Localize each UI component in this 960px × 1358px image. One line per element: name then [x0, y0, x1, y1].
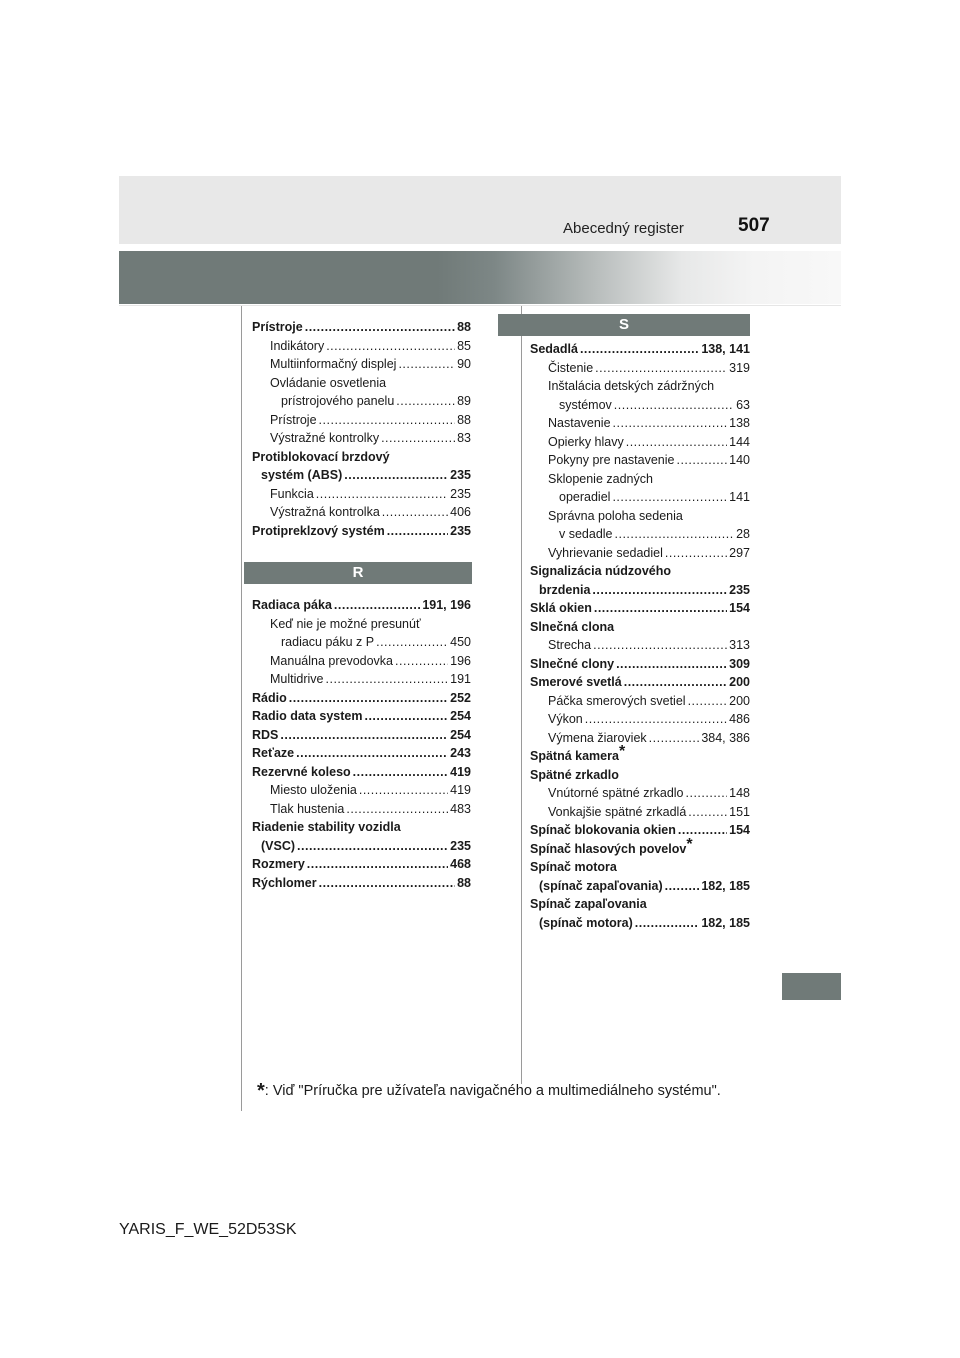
index-entry — [530, 581, 750, 600]
column-divider — [521, 306, 522, 1084]
index-entry-page[interactable]: 148 — [729, 786, 750, 800]
footnote — [257, 1080, 721, 1103]
index-entry-page[interactable]: 90 — [457, 357, 471, 371]
dot-leader — [676, 451, 727, 470]
index-entry-text: Reťaze — [252, 746, 295, 760]
index-entry — [252, 744, 471, 763]
index-entry — [252, 689, 471, 708]
dot-leader — [593, 636, 727, 655]
index-entry — [252, 411, 471, 430]
index-entry-text: radiacu páku z P — [281, 635, 375, 649]
index-entry — [530, 396, 750, 415]
gradient-band — [119, 251, 841, 304]
index-entry — [530, 729, 750, 748]
index-entry-text: (VSC) — [261, 838, 296, 853]
index-entry — [530, 692, 750, 711]
index-entry-page[interactable]: 235 — [450, 486, 471, 501]
index-entry-text: v sedadle — [559, 527, 613, 541]
index-entry-page[interactable]: 138 — [729, 416, 750, 430]
header-band — [119, 176, 841, 244]
dot-leader — [319, 411, 456, 430]
index-entry-text: Ovládanie osvetlenia — [270, 375, 387, 390]
dot-leader — [595, 359, 727, 378]
index-entry-page[interactable]: 406 — [450, 505, 471, 519]
index-entry — [530, 895, 750, 914]
dot-leader — [616, 655, 727, 674]
index-entry — [530, 766, 750, 785]
dot-leader — [626, 433, 727, 452]
index-entry-text: Výmena žiaroviek — [548, 730, 647, 745]
index-entry-page[interactable]: 89 — [457, 394, 471, 408]
index-entry — [530, 636, 750, 655]
dot-leader — [305, 318, 455, 337]
dot-leader — [280, 726, 448, 745]
index-entry — [530, 507, 750, 526]
index-entry — [252, 837, 471, 856]
index-entry-text: Riadenie stability vozidla — [252, 820, 401, 834]
index-entry-text: Vonkajšie spätné zrkadlá — [548, 804, 687, 819]
index-entry-page[interactable]: 196 — [450, 653, 471, 668]
section-header-r: R — [244, 562, 472, 584]
index-entry-text: Signalizácia núdzového — [530, 564, 671, 578]
index-entry-text: Spínač motora — [530, 860, 617, 874]
dot-leader — [612, 488, 727, 507]
index-entry-text: Sklá okien — [530, 601, 592, 615]
dot-leader — [613, 414, 728, 433]
dot-leader — [316, 485, 448, 504]
page-number: 507 — [738, 215, 770, 236]
page-title: Abecedný register — [563, 220, 684, 237]
index-entry — [530, 599, 750, 618]
index-entry — [530, 618, 750, 637]
dot-leader — [326, 337, 455, 356]
index-entry-page[interactable]: 191 — [450, 672, 471, 686]
dot-leader — [307, 855, 448, 874]
index-entry-page[interactable]: 182, 185 — [701, 915, 750, 930]
index-entry-text: (spínač motora) — [539, 915, 633, 930]
dot-leader — [585, 710, 727, 729]
index-entry-page[interactable]: 468 — [450, 857, 471, 871]
index-entry-page[interactable]: 154 — [729, 823, 750, 837]
index-entry-text: Vyhrievanie sedadiel — [548, 545, 663, 560]
index-entry — [252, 874, 471, 893]
index-entry — [530, 525, 750, 544]
index-entry-page[interactable]: 254 — [450, 727, 471, 742]
index-entry-text: Výstražná kontrolka — [270, 505, 380, 519]
index-entry — [252, 318, 471, 337]
index-entry-text: Slnečné clony — [530, 656, 615, 671]
index-entry-text: Sklopenie zadných — [548, 471, 653, 486]
index-entry — [530, 914, 750, 933]
index-entry — [530, 562, 750, 581]
index-entry-page[interactable]: 252 — [450, 690, 471, 705]
index-entry-page[interactable]: 88 — [457, 875, 471, 890]
index-entry — [530, 359, 750, 378]
index-entry-text: Čistenie — [548, 360, 594, 375]
index-entry-page[interactable]: 297 — [729, 545, 750, 560]
dot-leader — [382, 503, 448, 522]
dot-leader — [665, 877, 700, 896]
index-entry — [252, 726, 471, 745]
index-entry-text: Opierky hlavy — [548, 434, 624, 449]
index-entry — [252, 855, 471, 874]
index-entry — [530, 877, 750, 896]
index-entry-text: Keď nie je možné presunúť — [270, 616, 421, 631]
index-column-right — [530, 340, 750, 932]
index-entry-text: Spätné zrkadlo — [530, 767, 619, 782]
dot-leader — [359, 781, 448, 800]
header-divider — [119, 305, 841, 306]
index-entry-page[interactable]: 88 — [457, 320, 471, 334]
index-entry-text: Indikátory — [270, 338, 325, 353]
index-entry-page[interactable]: 419 — [450, 783, 471, 797]
dot-leader — [624, 673, 727, 692]
index-entry — [530, 433, 750, 452]
index-entry — [530, 488, 750, 507]
index-entry-page[interactable]: 235 — [450, 523, 471, 538]
index-entry-text: brzdenia — [539, 582, 591, 597]
dot-leader — [364, 707, 448, 726]
dot-leader — [686, 784, 728, 803]
index-entry-page[interactable]: 319 — [729, 360, 750, 375]
index-entry — [252, 781, 471, 800]
index-entry-text: Funkcia — [270, 486, 314, 501]
dot-leader — [688, 803, 727, 822]
index-entry — [252, 707, 471, 726]
index-entry — [252, 466, 471, 485]
index-entry — [252, 800, 471, 819]
index-entry-page[interactable]: 151 — [729, 804, 750, 819]
index-entry-page[interactable]: 191, 196 — [422, 598, 471, 612]
index-entry-text: Rýchlomer — [252, 875, 317, 890]
index-entry-page[interactable]: 154 — [729, 601, 750, 615]
section-header-s: S — [498, 314, 750, 336]
index-entry — [252, 355, 471, 374]
index-entry — [252, 392, 471, 411]
index-entry-page[interactable]: 450 — [450, 635, 471, 649]
index-entry-text: Multiinformačný displej — [270, 357, 397, 371]
index-entry-page[interactable]: 235 — [450, 838, 471, 853]
index-entry-text: systémov — [559, 397, 612, 412]
index-entry — [530, 673, 750, 692]
index-entry-text: Rádio — [252, 690, 287, 705]
index-entry-text: Multidrive — [270, 672, 324, 686]
dot-leader — [296, 744, 448, 763]
dot-leader — [297, 837, 448, 856]
index-entry — [530, 710, 750, 729]
index-entry-text: Vnútorné spätné zrkadlo — [548, 786, 684, 800]
index-entry — [252, 633, 471, 652]
index-entry — [252, 615, 471, 634]
index-entry-page[interactable]: 83 — [457, 431, 471, 445]
index-entry-text: Nastavenie — [548, 416, 611, 430]
index-entry — [530, 377, 750, 396]
index-entry-text: Slnečná clona — [530, 619, 615, 634]
index-entry-page[interactable]: 200 — [729, 693, 750, 708]
index-entry-page[interactable]: 313 — [729, 638, 750, 652]
dot-leader — [594, 599, 727, 618]
index-list-s — [530, 340, 750, 932]
dot-leader — [376, 633, 448, 652]
index-entry — [252, 485, 471, 504]
index-entry — [252, 429, 471, 448]
footnote-asterisk: * — [257, 1080, 265, 1102]
index-entry-text: RDS — [252, 727, 279, 742]
index-entry-text: Páčka smerových svetiel — [548, 693, 686, 708]
index-entry — [530, 784, 750, 803]
index-entry-text: Inštalácia detských zádržných — [548, 379, 715, 393]
index-entry-page[interactable]: 486 — [729, 712, 750, 726]
dot-leader — [346, 800, 448, 819]
index-list-r — [252, 596, 471, 892]
index-entry-text: Rozmery — [252, 857, 305, 871]
index-entry-page[interactable]: 419 — [450, 764, 471, 779]
index-entry-text: Výstražné kontrolky — [270, 431, 380, 445]
dot-leader — [678, 821, 727, 840]
index-entry — [252, 522, 471, 541]
index-entry-text: Správna poloha sedenia — [548, 508, 683, 523]
index-list-p — [252, 318, 471, 540]
index-entry-page[interactable]: 140 — [729, 453, 750, 467]
index-entry-text: Prístroje — [252, 320, 303, 334]
dot-leader — [665, 544, 727, 563]
index-entry — [530, 451, 750, 470]
index-entry — [530, 470, 750, 489]
index-entry-text: Výkon — [548, 712, 583, 726]
index-entry-page[interactable]: 243 — [450, 746, 471, 760]
dot-leader — [396, 392, 455, 411]
index-entry — [252, 374, 471, 393]
index-entry — [530, 655, 750, 674]
index-entry-text: (spínač zapaľovania) — [539, 878, 663, 893]
index-entry-text: Strecha — [548, 638, 592, 652]
chapter-side-tab[interactable] — [782, 973, 841, 1000]
dot-leader — [398, 355, 455, 374]
index-column-left — [252, 318, 471, 892]
index-entry-text: Prístroje — [270, 412, 317, 427]
index-entry-text: Manuálna prevodovka — [270, 653, 393, 668]
left-margin-rule — [241, 306, 242, 1111]
index-entry — [252, 503, 471, 522]
index-entry — [530, 414, 750, 433]
index-entry-page[interactable]: 28 — [736, 527, 750, 541]
index-entry-text: Sedadlá — [530, 342, 578, 356]
index-entry-text: Protipreklzový systém — [252, 523, 385, 538]
index-entry — [252, 652, 471, 671]
dot-leader — [334, 596, 420, 615]
index-entry — [252, 670, 471, 689]
index-entry-page[interactable]: 63 — [736, 397, 750, 412]
index-entry-page[interactable]: 182, 185 — [701, 878, 750, 893]
dot-leader — [381, 429, 455, 448]
index-entry-text: Tlak hustenia — [270, 801, 345, 816]
dot-leader — [387, 522, 448, 541]
dot-leader — [615, 525, 735, 544]
index-entry-text: Radio data system — [252, 709, 363, 723]
index-entry-page[interactable]: 384, 386 — [701, 730, 750, 745]
index-entry: Spätná kamera * — [530, 747, 750, 766]
dot-leader — [614, 396, 734, 415]
index-entry-page[interactable]: 138, 141 — [701, 342, 750, 356]
index-entry-text: Spätná kamera — [530, 749, 619, 763]
index-entry-text: Miesto uloženia — [270, 783, 357, 797]
index-entry-text: operadiel — [559, 490, 611, 504]
dot-leader — [592, 581, 727, 600]
index-entry-page[interactable]: 309 — [729, 656, 750, 671]
index-entry — [530, 821, 750, 840]
index-entry-text: prístrojového panelu — [281, 394, 395, 408]
document-id: YARIS_F_WE_52D53SK — [119, 1221, 297, 1238]
dot-leader — [319, 874, 455, 893]
index-entry — [530, 340, 750, 359]
index-entry — [252, 818, 471, 837]
index-entry-page[interactable]: 235 — [450, 468, 471, 482]
footnote-text: : Viď "Príručka pre užívateľa navigačného a multimediálneho systému". — [264, 1083, 721, 1099]
index-entry — [252, 337, 471, 356]
index-entry-text: Pokyny pre nastavenie — [548, 453, 675, 467]
index-entry-page[interactable]: 144 — [729, 434, 750, 449]
index-entry-page[interactable]: 235 — [729, 582, 750, 597]
index-entry-page[interactable]: 254 — [450, 709, 471, 723]
index-entry-text: Spínač hlasových povelov — [530, 841, 687, 856]
index-entry-text: Rezervné koleso — [252, 764, 351, 779]
dot-leader — [649, 729, 700, 748]
index-entry-text: Radiaca páka — [252, 598, 332, 612]
dot-leader — [688, 692, 728, 711]
index-entry-text: Protiblokovací brzdový — [252, 449, 390, 464]
index-entry-text: Smerové svetlá — [530, 675, 622, 689]
index-entry-text: Spínač blokovania okien — [530, 823, 676, 837]
dot-leader — [635, 914, 700, 933]
dot-leader — [395, 652, 448, 671]
dot-leader — [326, 670, 449, 689]
dot-leader — [289, 689, 448, 708]
index-entry-page[interactable]: 85 — [457, 338, 471, 353]
index-entry — [530, 803, 750, 822]
index-entry-page[interactable]: 200 — [729, 675, 750, 689]
index-entry-page[interactable]: 88 — [457, 412, 471, 427]
index-entry — [252, 596, 471, 615]
index-entry-text: Spínač zapaľovania — [530, 897, 647, 911]
dot-leader — [353, 763, 448, 782]
index-entry — [252, 448, 471, 467]
index-entry-page[interactable]: 141 — [729, 490, 750, 504]
index-entry — [530, 544, 750, 563]
index-entry-page[interactable]: 483 — [450, 801, 471, 816]
dot-leader — [344, 466, 448, 485]
index-entry: Spínač hlasových povelov * — [530, 840, 750, 859]
index-entry — [530, 858, 750, 877]
index-entry — [252, 763, 471, 782]
dot-leader — [580, 340, 699, 359]
index-entry-text: systém (ABS) — [261, 468, 343, 482]
